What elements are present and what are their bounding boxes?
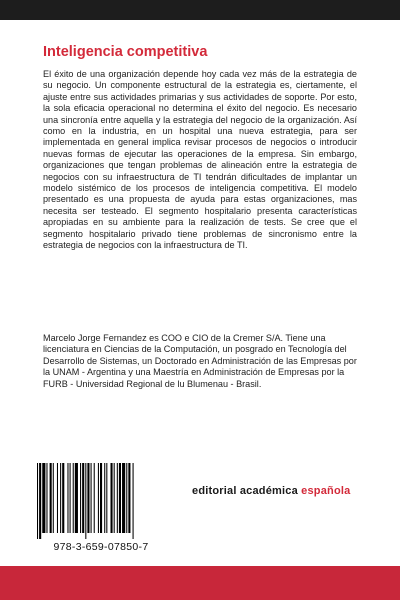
isbn-barcode-block xyxy=(29,457,173,561)
book-title: Inteligencia competitiva xyxy=(43,44,208,60)
book-description: El éxito de una organización depende hoy cada vez más de la estrategia de su negocio. Un componente estructural de la estrategia es, ciertamente, el ajuste entre sus actividades primarias y sus actividades de soporte. Por esto, la sola eficacia operacional no determina el éxito del negocio. Es necesario una sincronía entre aquella y la estrategia del negocio de la organización. Así como en la industria, en un hospital una nueva estrategia, para ser implementada en general implica revisar procesos de negocios o introducir nuevas formas de ejecutar las operaciones de la empresa. Sin embargo, organizaciones que tengan problemas de alineación entre la estrategia de negocios con su infraestructura de TI tendrán dificultades de implantar un modelo sistémico de los procesos de inteligencia competitiva. El modelo presentado es una propuesta de ayuda para estas organizaciones, mas necesita ser testeado. El segmento hospitalario presenta características apropiadas en su ambiente para la realización de tests. Se cree que el segmento hospitalario privado tiene problemas de sincronismo entre la estrategia de negocios con la infraestructura de TI. xyxy=(43,69,357,251)
publisher-logo xyxy=(192,485,350,497)
publisher-name: editorial académica xyxy=(192,485,302,497)
publisher-name-accent: española xyxy=(301,485,351,497)
top-color-band xyxy=(0,0,400,20)
isbn-number: 978-3-659-07850-7 xyxy=(53,541,149,553)
author-bio: Marcelo Jorge Fernandez es COO e CIO de la Cremer S/A. Tiene una licenciatura en Ciencias de la Computación, un posgrado en Tecnología del Desarrollo de Sistemas, un Doctorado en Administración de las Empresas por la UNAM - Argentina y una Maestría en Administración de Empresas por la FURB - Universidad Regional de lu Blumenau - Brasil. xyxy=(43,333,357,389)
bottom-color-band xyxy=(0,566,400,600)
barcode-icon xyxy=(35,463,167,539)
